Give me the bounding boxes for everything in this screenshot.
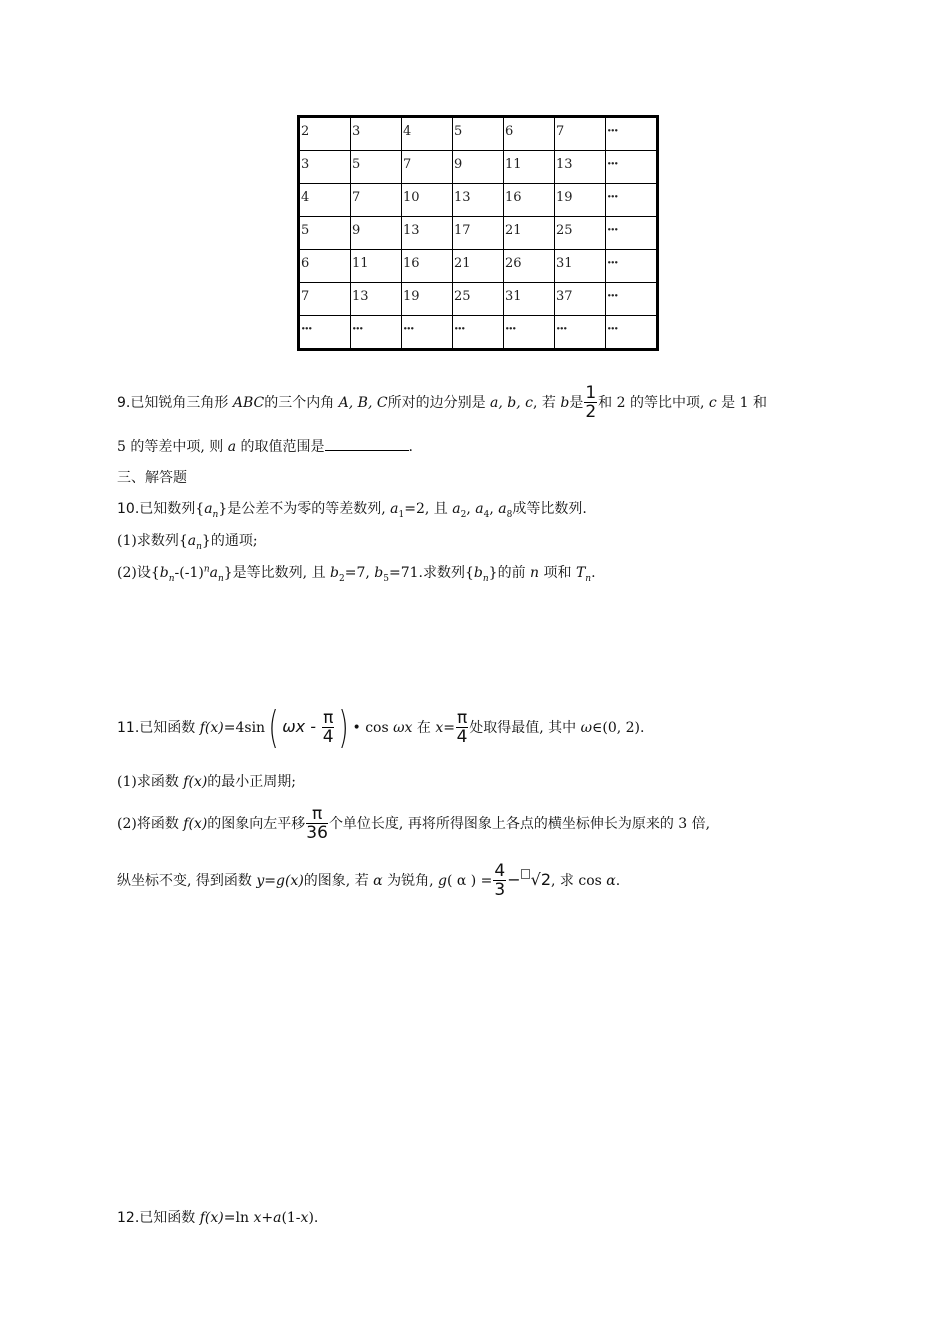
section-heading: 三、解答题 <box>117 470 187 486</box>
table-cell: 21 <box>504 217 555 250</box>
table-cell: ··· <box>606 283 658 316</box>
table-cell: 7 <box>402 151 453 184</box>
table-row <box>299 283 658 316</box>
table-cell: 25 <box>555 217 606 250</box>
table-cell: 4 <box>299 184 351 217</box>
question-11-line-1: 11.已知函数 f(x)=4sin( ωx - $\frac{\pi}{4}$ ) • cos ωx 在 x= $\frac{\pi}{4}$ 处取得最值, 其中 ω∈(0, 2). <box>117 702 645 753</box>
table-cell: 3 <box>299 151 351 184</box>
table-row <box>299 250 658 283</box>
table-cell: 7 <box>299 283 351 316</box>
question-9-line-1: 9.已知锐角三角形 ABC的三个内角 A, B, C所对的边分别是 a, b, c, 若 b是 $\frac{1}{2}$ 和 2 的等比中项, c 是 1 和 <box>117 383 767 422</box>
table-cell: 2 <box>299 117 351 151</box>
table-cell: 13 <box>351 283 402 316</box>
question-10-line-1: 10.已知数列$\{a_n\}$是公差不为零的等差数列, $a_1=2$, 且 $a_2$, $a_4$, $a_8$成等比数列. <box>117 501 587 520</box>
question-10-part-1: (1)求数列$\{a_n\}$的通项; <box>117 533 258 552</box>
table-cell: 16 <box>402 250 453 283</box>
fraction-one-half: $\frac{1}{2}$ <box>585 383 597 422</box>
fraction-pi-over-36: $\frac{\pi}{36}$ <box>306 804 328 843</box>
table-cell: ··· <box>402 316 453 350</box>
table-cell: 17 <box>453 217 504 250</box>
table-cell: 13 <box>555 151 606 184</box>
table-cell: 4 <box>402 117 453 151</box>
table-cell: 6 <box>504 117 555 151</box>
table-row <box>299 217 658 250</box>
question-12-line-1: 12.已知函数 f(x)=ln x+a(1-x). <box>117 1210 319 1226</box>
table-cell: ··· <box>606 316 658 350</box>
question-number: 9 <box>117 395 126 411</box>
answer-blank <box>325 438 409 451</box>
table-cell: 13 <box>453 184 504 217</box>
table-cell: ··· <box>606 151 658 184</box>
table-cell: 19 <box>402 283 453 316</box>
fraction-four-thirds: $\frac{4}{3}$ <box>494 861 506 900</box>
table-cell: ··· <box>299 316 351 350</box>
table-cell: ··· <box>606 184 658 217</box>
table-cell: ··· <box>606 217 658 250</box>
table-cell: 9 <box>453 151 504 184</box>
table-cell: 16 <box>504 184 555 217</box>
table-cell: ··· <box>504 316 555 350</box>
table-cell: ··· <box>606 250 658 283</box>
table-cell: 11 <box>351 250 402 283</box>
table-cell: 5 <box>351 151 402 184</box>
table-cell: 31 <box>555 250 606 283</box>
table-cell: 5 <box>453 117 504 151</box>
number-table <box>297 115 659 351</box>
table-cell: 37 <box>555 283 606 316</box>
table-row <box>299 184 658 217</box>
table-cell: 26 <box>504 250 555 283</box>
table-cell: ··· <box>555 316 606 350</box>
table-cell: 7 <box>555 117 606 151</box>
question-11-part-2: (2)将函数 f(x)的图象向左平移 $\frac{\pi}{36}$ 个单位长度, 再将所得图象上各点的横坐标伸长为原来的 3 倍, <box>117 804 711 843</box>
table-cell: 11 <box>504 151 555 184</box>
fraction-pi-over-4-b: $\frac{\pi}{4}$ <box>456 708 468 747</box>
table-cell: 25 <box>453 283 504 316</box>
question-9-line-2: 5 的等差中项, 则 a 的取值范围是 . <box>117 439 413 455</box>
table-cell: 21 <box>453 250 504 283</box>
table-row <box>299 316 658 350</box>
table-cell: 6 <box>299 250 351 283</box>
question-10-part-2: (2)设$\{b_n-(-1)^na_n\}$是等比数列, 且 $b_2=7$, $b_5=71$.求数列$\{b_n\}$的前 n 项和 $T_n$. <box>117 564 596 584</box>
table-cell: ··· <box>606 117 658 151</box>
table-cell: 13 <box>402 217 453 250</box>
question-11-part-1: (1)求函数 f(x)的最小正周期; <box>117 774 297 790</box>
table-cell: 31 <box>504 283 555 316</box>
table-cell: 10 <box>402 184 453 217</box>
table-cell: 9 <box>351 217 402 250</box>
table-cell: ··· <box>453 316 504 350</box>
table-cell: 7 <box>351 184 402 217</box>
table-row <box>299 117 658 151</box>
question-11-line-3: 纵坐标不变, 得到函数 y=g(x)的图象, 若 α 为锐角, g( α ) = $\frac{4}{3}$ − √2, 求 cos α. <box>117 861 621 900</box>
right-paren: ) <box>338 702 350 753</box>
table-cell: 19 <box>555 184 606 217</box>
fraction-pi-over-4: $\frac{\pi}{4}$ <box>322 708 334 747</box>
table-cell: 3 <box>351 117 402 151</box>
table-cell: ··· <box>351 316 402 350</box>
placeholder-box-icon <box>521 869 530 879</box>
left-paren: ( <box>268 702 279 753</box>
table-cell: 5 <box>299 217 351 250</box>
table-row <box>299 151 658 184</box>
